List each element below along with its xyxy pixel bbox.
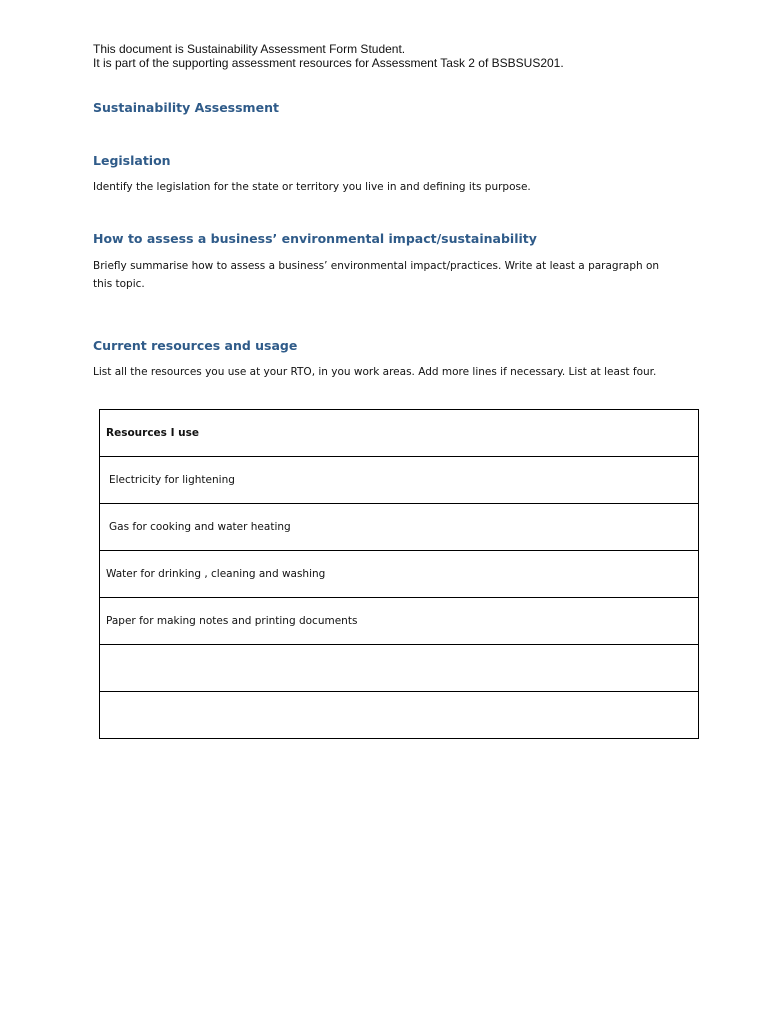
table-header-cell: Resources I use [100, 410, 699, 457]
table-cell: Gas for cooking and water heating [100, 504, 699, 551]
resources-heading: Current resources and usage [93, 338, 298, 353]
impact-text: Briefly summarise how to assess a business’ environmental impact/practices. Write at least a paragraph on this topic. [93, 260, 660, 290]
table-cell: Electricity for lightening [100, 457, 699, 504]
table-row [100, 504, 699, 551]
table-row [100, 551, 699, 598]
impact-heading: How to assess a business’ environmental impact/sustainability [93, 231, 537, 246]
table-cell-empty [100, 692, 699, 739]
legislation-text: Identify the legislation for the state or territory you live in and defining its purpose. [93, 181, 531, 193]
table-header-row [100, 410, 699, 457]
intro-line-2: It is part of the supporting assessment resources for Assessment Task 2 of BSBSUS201. [93, 56, 564, 70]
table-row-empty [100, 645, 699, 692]
table-row-empty [100, 692, 699, 739]
table-cell: Water for drinking , cleaning and washing [100, 551, 699, 598]
main-title: Sustainability Assessment [93, 100, 279, 115]
resources-table [99, 409, 699, 739]
table-row [100, 598, 699, 645]
table-cell-empty [100, 645, 699, 692]
legislation-heading: Legislation [93, 153, 171, 168]
intro-block [93, 42, 713, 70]
resources-text: List all the resources you use at your RTO, in you work areas. Add more lines if necessary. List at least four. [93, 366, 657, 378]
table-cell: Paper for making notes and printing documents [100, 598, 699, 645]
table-row [100, 457, 699, 504]
intro-line-1: This document is Sustainability Assessment Form Student. [93, 42, 406, 56]
